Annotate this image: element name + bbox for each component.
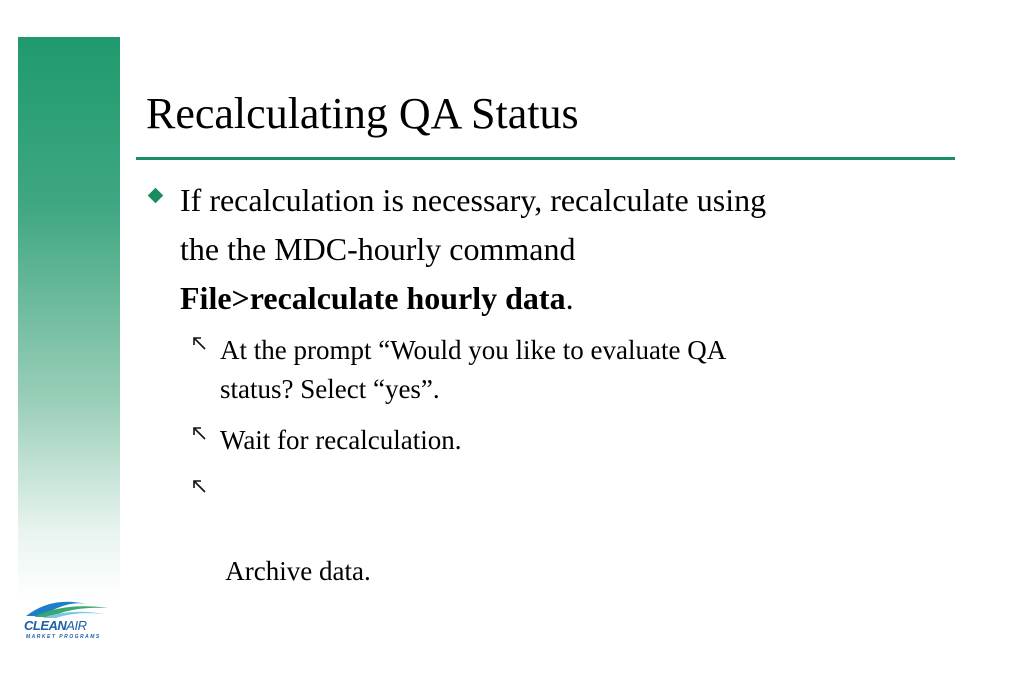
main-bullet-text — [180, 176, 940, 323]
logo-name-air: AIR — [66, 618, 87, 633]
main-bullet-line1: If recalculation is necessary, recalculate using — [180, 182, 767, 218]
logo-wordmark — [24, 618, 86, 633]
main-bullet-line3 — [180, 274, 940, 323]
side-gradient-bar — [18, 37, 120, 600]
arrow-up-left-icon — [190, 334, 208, 352]
sub-bullet-1-line1: At the prompt “Would you like to evaluate QA — [220, 335, 727, 365]
clean-air-logo — [24, 596, 110, 648]
arrow-up-left-icon — [190, 424, 208, 442]
sub-bullet-2-line1: Wait for recalculation. — [220, 425, 462, 455]
swoosh-icon — [24, 596, 110, 620]
slide-title: Recalculating QA Status — [146, 89, 579, 138]
diamond-bullet-icon — [148, 188, 164, 204]
sub-bullet-text — [220, 474, 900, 669]
sub-bullet-text — [220, 421, 900, 460]
command-suffix: . — [565, 280, 574, 316]
command-name: File>recalculate hourly data — [180, 280, 566, 316]
logo-subtitle: MARKET PROGRAMS — [26, 634, 101, 640]
sub-bullet-text — [220, 331, 900, 409]
logo-name-clean: CLEAN — [24, 618, 67, 633]
sub-bullet-3-line1: Archive data. — [220, 556, 371, 586]
sub-bullet-1-line2: status? Select “yes”. — [220, 374, 440, 404]
main-bullet-line2: the the MDC-hourly command — [180, 231, 576, 267]
arrow-up-left-icon — [190, 477, 208, 495]
title-underline — [136, 157, 955, 160]
